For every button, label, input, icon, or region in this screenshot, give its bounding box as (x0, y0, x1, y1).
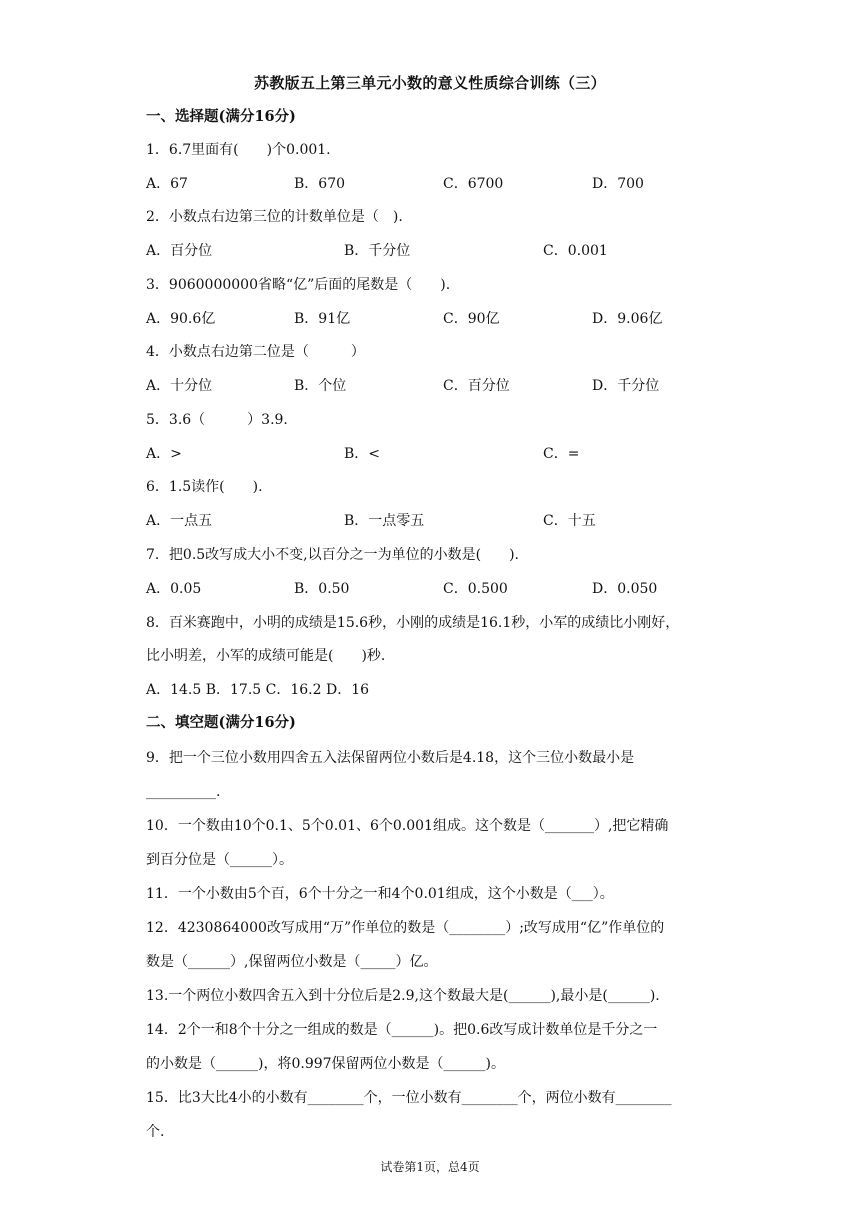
option-b: B．< (344, 446, 381, 462)
page-footer: 试卷第1页，总4页 (380, 1160, 480, 1174)
question-12-line-2: 数是（______）,保留两位小数是（_____）亿。 (146, 954, 438, 970)
question-13-line-1: 13.一个两位小数四舍五入到十分位后是2.9,这个数最大是(______),最小是(______). (146, 988, 660, 1004)
question-10-line-2: 到百分位是（______）。 (146, 852, 293, 868)
option-a: A．百分位 (146, 243, 213, 259)
question-14-line-1: 14．2个一和8个十分之一组成的数是（______)。把0.6改写成计数单位是千分之一 (146, 1022, 658, 1038)
option-d: D．千分位 (592, 378, 660, 394)
option-d: D．9.06亿 (592, 311, 663, 327)
question-9-line-1: 9．把一个三位小数用四舍五入法保留两位小数后是4.18，这个三位小数最小是 (146, 750, 635, 766)
question-4-options (146, 376, 726, 396)
section-heading-choice: 一、选择题(满分16分) (146, 108, 296, 125)
question-1-stem: 1．6.7里面有( )个0.001. (146, 142, 331, 158)
question-10-line-1: 10．一个数由10个0.1、5个0.01、6个0.001组成。这个数是（_______）,把它精确 (146, 818, 669, 834)
option-b: B．670 (294, 176, 346, 192)
option-a: A．67 (146, 176, 188, 192)
option-b: B．千分位 (344, 243, 411, 259)
option-a: A．一点五 (146, 513, 213, 529)
option-a: A．90.6亿 (146, 311, 216, 327)
question-1-options (146, 174, 726, 194)
option-a: A．十分位 (146, 378, 213, 394)
question-6-stem: 6．1.5读作( ). (146, 479, 263, 495)
option-c: C．0.500 (443, 581, 508, 597)
option-c: C．十五 (543, 513, 596, 529)
question-5-stem: 5．3.6（ ）3.9. (146, 412, 288, 428)
section-heading-fill-blank: 二、填空题(满分16分) (146, 714, 296, 731)
question-7-stem: 7．把0.5改写成大小不变,以百分之一为单位的小数是( ). (146, 547, 519, 563)
question-8-options: A．14.5 B．17.5 C．16.2 D．16 (146, 682, 370, 698)
question-4-stem: 4．小数点右边第二位是（ ） (146, 344, 365, 360)
option-b: B．个位 (294, 378, 347, 394)
option-c: C．6700 (443, 176, 504, 192)
option-b: B．0.50 (294, 581, 350, 597)
question-2-stem: 2．小数点右边第三位的计数单位是（ ). (146, 209, 403, 225)
option-d: D．0.050 (592, 581, 658, 597)
option-c: C．0.001 (543, 243, 608, 259)
option-b: B．91亿 (294, 311, 351, 327)
question-12-line-1: 12．4230864000改写成用“万”作单位的数是（________）;改写成用“亿”作单位的 (146, 920, 665, 936)
option-a: A．> (146, 446, 182, 462)
question-8-stem-line-1: 8．百米赛跑中，小明的成绩是15.6秒，小刚的成绩是16.1秒，小军的成绩比小刚好， (146, 615, 680, 631)
question-8-stem-line-2: 比小明差，小军的成绩可能是( )秒. (146, 648, 386, 664)
question-9-line-2: __________. (146, 784, 221, 800)
option-c: C．= (543, 446, 580, 462)
option-a: A．0.05 (146, 581, 202, 597)
option-b: B．一点零五 (344, 513, 425, 529)
option-d: D．700 (592, 176, 644, 192)
question-7-options (146, 579, 726, 599)
question-15-line-2: 个. (146, 1124, 165, 1140)
question-6-options (146, 511, 726, 531)
question-3-stem: 3．9060000000省略“亿”后面的尾数是（ ). (146, 277, 451, 293)
option-c: C．90亿 (443, 311, 500, 327)
option-c: C．百分位 (443, 378, 510, 394)
exam-title: 苏教版五上第三单元小数的意义性质综合训练（三） (254, 74, 606, 92)
question-11-line-1: 11．一个小数由5个百，6个十分之一和4个0.01组成，这个小数是（___）。 (146, 886, 614, 902)
question-14-line-2: 的小数是（______)，将0.997保留两位小数是（______)。 (146, 1056, 506, 1072)
question-2-options (146, 241, 726, 261)
question-3-options (146, 309, 726, 329)
question-5-options (146, 444, 726, 464)
question-15-line-1: 15．比3大比4小的小数有________个，一位小数有________个，两位小数有________ (146, 1090, 672, 1106)
